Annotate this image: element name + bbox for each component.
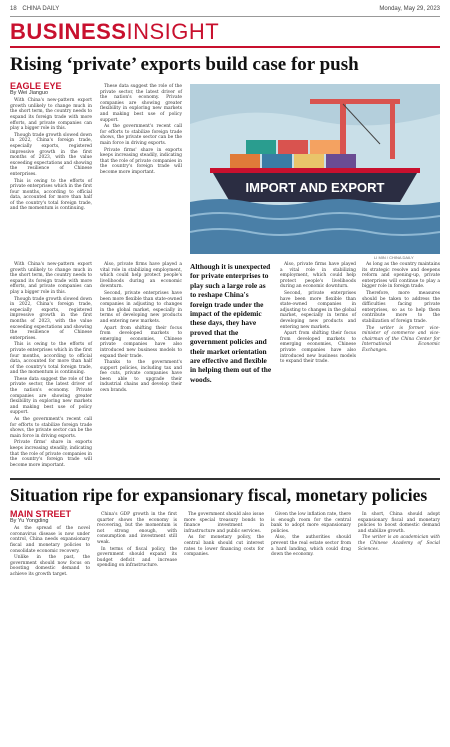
article1-column-2: These data suggest the role of the private sector, the latest driver of the nation's economy. Private companies are showing greater flexibility in exploring new markets and making best use of policy support. As the government's recent call for efforts to stabilize foreign trade shows, the private sector can be the main force in driving exports. Private firms' share in exports keeps increasing steadily, indicating that the role of private companies in the country's foreign trade will become more important. <box>100 84 182 175</box>
article2-kicker: MAIN STREET <box>10 509 72 519</box>
article2-column-2: China's GDP growth in the first quarter shows the economy is recovering, but the momentum is not strong enough, with consumption and investment still weak. In terms of fiscal policy, the government should expand its budget deficit and increase spending on infrastructure. <box>97 512 177 569</box>
article1-column-1b: With China's new-pattern export growth unlikely to change much in the short term, the country needs to expand its foreign trade with more efforts, and private companies can play a bigger role in this. Though trade growth slowed down in 2022, China's foreign trade, especially exports, registered impressive growth in the first months of 2023, with the value exceeding expectations and showing the resilience of Chinese enterprises. This is owing to the efforts of private enterprises which in the first four months, according to official data, accounted for more than half of the country's total foreign trade, and the momentum is continuing. These data suggest the role of the private sector, the latest driver of the nation's economy. Private companies are showing greater flexibility in exploring new markets and making best use of policy support. As the government's recent call for efforts to stabilize foreign trade shows, the private sector can be the main force in driving exports. Private firms' share in exports keeps increasing steadily, indicating that the role of private companies in the country's foreign trade will become more important. <box>10 262 92 468</box>
article2-column-4: Given the low inflation rate, there is enough room for the central bank to adopt more expansionary policies. Also, the authorities should prevent the real estate sector from a hard landing, which could drag down the economy. <box>271 512 351 558</box>
article1-column-1: EAGLE EYE By Wei Jianguo With China's new-pattern export growth unlikely to change much in the short term, the country needs to expand its foreign trade with more efforts, and private companies can play a bigger role in this. Though trade growth slowed down in 2022, China's foreign trade, especially exports, registered impressive growth in the first months of 2023, with the value exceeding expectations and showing the resilience of Chinese enterprises. This is owing to the efforts of private enterprises which in the first four months, according to official data, accounted for more than half of the country's total foreign trade, and the momentum is continuing. <box>10 81 92 212</box>
illustration-credit: LI MIN / CHINA DAILY <box>374 255 414 260</box>
article1-kicker: EAGLE EYE <box>10 81 62 91</box>
page-number: 18 <box>10 6 17 12</box>
container-ship-illustration <box>190 84 440 254</box>
article1-pull-quote <box>190 262 272 390</box>
article1-byline: By Wei Jianguo <box>10 89 49 96</box>
header-divider <box>10 16 440 17</box>
paper-name: CHINA DAILY <box>22 6 60 12</box>
article2-byline: By Yu Yongding <box>10 517 49 524</box>
masthead <box>10 6 440 16</box>
article1-column-4: As long as the country maintains its strategic resolve and deepens reform and opening-up, private enterprises will continue to play a bigger role in foreign trade. Therefore, more measures should be taken to address the difficulties facing private enterprises, so as to help them contribute more to the stabilization of foreign trade. The writer is former vice-minister of commerce and vice-chairman of the China Center for International Economic Exchanges. <box>362 262 440 353</box>
article-divider <box>10 478 440 480</box>
pull-quote-text: Although it is unexpected for private enterprises to play such a large role as to reshape China's foreign trade under the impact of the epidemic these days, they have proved that the government policies and their market orientation are effective and flexible in helping them out of the woods. <box>190 262 272 384</box>
article1-column-2b: Also, private firms have played a vital role in stabilizing employment, which could help protect people's livelihoods during an economic downturn. Second, private enterprises have been more flexible than state-owned companies in adjusting to changes in the global market, especially in terms of developing new products and entering new markets. Apart from shifting their focus from developed markets to emerging economies, Chinese private companies have also introduced new business models to expand their trade. Thanks to the government's support policies, including tax and fee cuts, private companies have been able to upgrade their industrial chains and develop their own brands. <box>100 262 182 394</box>
section-divider <box>10 46 440 48</box>
article2-author-note: The writer is an academician with the Chinese Academy of Social Sciences. <box>358 535 440 552</box>
article1-headline: Rising ‘private’ exports build case for push <box>10 54 359 75</box>
article1-author-note: The writer is former vice-minister of commerce and vice-chairman of the China Center for International Economic Exchanges. <box>362 325 440 353</box>
article2-column-5: In short, China should adopt expansionary fiscal and monetary policies to boost domestic demand and stabilize growth. The writer is an academician with the Chinese Academy of Social Sciences. <box>358 512 440 552</box>
article2-column-3: The government should also issue more special treasury bonds to finance investment in infrastructure and public services. As for monetary policy, the central bank should cut interest rates to lower financing costs for companies. <box>184 512 264 558</box>
article2-headline: Situation ripe for expansionary fiscal, monetary policies <box>10 485 428 505</box>
article1-column-3: Also, private firms have played a vital role in stabilizing employment, which could help protect people's livelihoods during an economic downturn. Second, private enterprises have been more flexible than state-owned companies in adjusting to changes in the global market, especially in terms of developing new products and entering new markets. Apart from shifting their focus from developed markets to emerging economies, Chinese private companies have also introduced new business models to expand their trade. <box>280 262 356 365</box>
article2-column-1: MAIN STREET By Yu Yongding As the spread of the novel coronavirus disease is now under control, China needs expansionary fiscal and monetary policies to consolidate economic recovery. Unlike in the past, the government should now focus on boosting domestic demand to achieve its growth target. <box>10 509 90 577</box>
ship-label: IMPORT AND EXPORT <box>245 180 385 195</box>
issue-date: Monday, May 29, 2023 <box>379 6 440 12</box>
section-title: BUSINESSINSIGHT <box>10 19 220 44</box>
